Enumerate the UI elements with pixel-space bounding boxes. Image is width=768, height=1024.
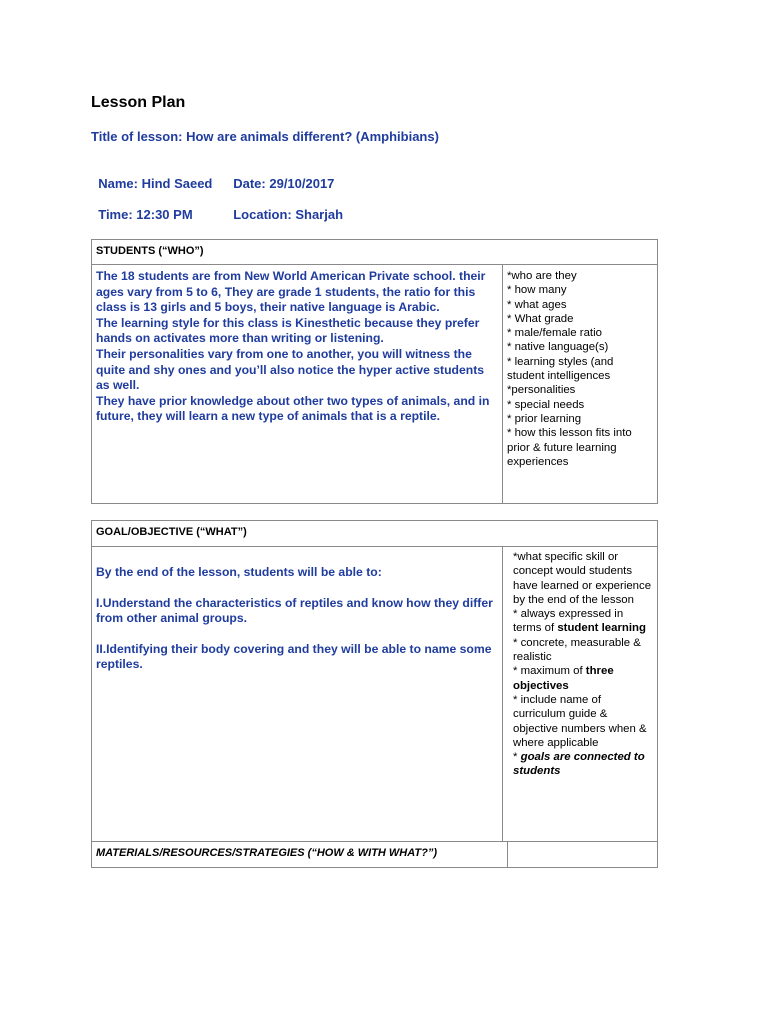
students-description [92,265,503,503]
guidance-note [513,607,653,636]
guidance-note: * include name of curriculum guide & objective numbers when & where applicable [513,693,647,749]
students-table [91,239,658,504]
students-paragraph: The 18 students are from New World American Private school. their ages vary from 5 to 6, They are grade 1 students, the ratio for this class is 13 girls and 5 boys, their native language is Arabic. [96,269,486,315]
guidance-note [513,664,653,693]
guidance-note: *personalities [507,384,576,397]
goal-table [91,520,658,868]
guidance-note: * What grade [507,312,574,325]
students-paragraph: They have prior knowledge about other two types of animals, and in future, they will learn a new type of animals that is a reptile. [96,393,490,424]
materials-empty-cell [508,842,657,868]
lesson-title: Title of lesson: How are animals different? (Amphibians) [91,129,439,144]
lesson-date: Date: 29/10/2017 [233,176,335,191]
students-paragraph: Their personalities vary from one to another, you will witness the quite and shy ones and you’ll also notice the hyper active students as well. [96,346,485,393]
guidance-note: * how many [507,284,567,297]
guidance-text: * maximum of [513,665,586,678]
students-row [92,265,657,503]
guidance-note: * prior learning [507,412,582,425]
guidance-note: * special needs [507,398,585,411]
students-header: STUDENTS (“WHO”) [92,240,657,265]
guidance-note: * male/female ratio [507,327,602,340]
guidance-note: * learning styles (and student intelligences [507,355,614,383]
name-date-line [91,161,334,191]
goal-guidance [503,547,657,841]
guidance-note: * what ages [507,298,567,311]
lesson-location: Location: Sharjah [233,207,344,222]
lesson-time: Time: 12:30 PM [98,207,193,222]
goal-paragraph: By the end of the lesson, students will be able to: [96,565,382,579]
guidance-text: * [513,751,521,764]
time-location-line [91,192,343,222]
page-title: Lesson Plan [91,94,186,111]
guidance-note: *who are they [507,270,577,282]
guidance-note: * concrete, measurable & realistic [513,636,641,664]
students-paragraph: The learning style for this class is Kinesthetic because they prefer hands on activates more than writing or listening. [96,315,480,346]
guidance-note [513,750,653,779]
guidance-note: * how this lesson fits into prior & future learning experiences [507,427,632,468]
goal-row [92,547,657,841]
guidance-bold-italic: goals are connected to students [513,751,645,778]
students-guidance [503,265,657,503]
goal-paragraph: II.Identifying their body covering and they will be able to name some reptiles. [96,641,492,672]
guidance-bold: student learning [557,622,646,635]
goal-description [92,547,503,841]
materials-row [92,841,657,868]
guidance-text: * always expressed in terms of [513,608,624,635]
goal-header: GOAL/OBJECTIVE (“WHAT”) [92,521,657,547]
teacher-name: Name: Hind Saeed [98,176,213,191]
goal-paragraph: I.Understand the characteristics of reptiles and know how they differ from other animal groups. [96,595,493,626]
materials-label: MATERIALS/RESOURCES/STRATEGIES (“HOW & WITH WHAT?”) [92,842,508,868]
guidance-note: * native language(s) [507,341,609,354]
guidance-note: *what specific skill or concept would students have learned or experience by the end of the lesson [513,551,652,606]
guidance-bold: three objectives [513,665,614,692]
